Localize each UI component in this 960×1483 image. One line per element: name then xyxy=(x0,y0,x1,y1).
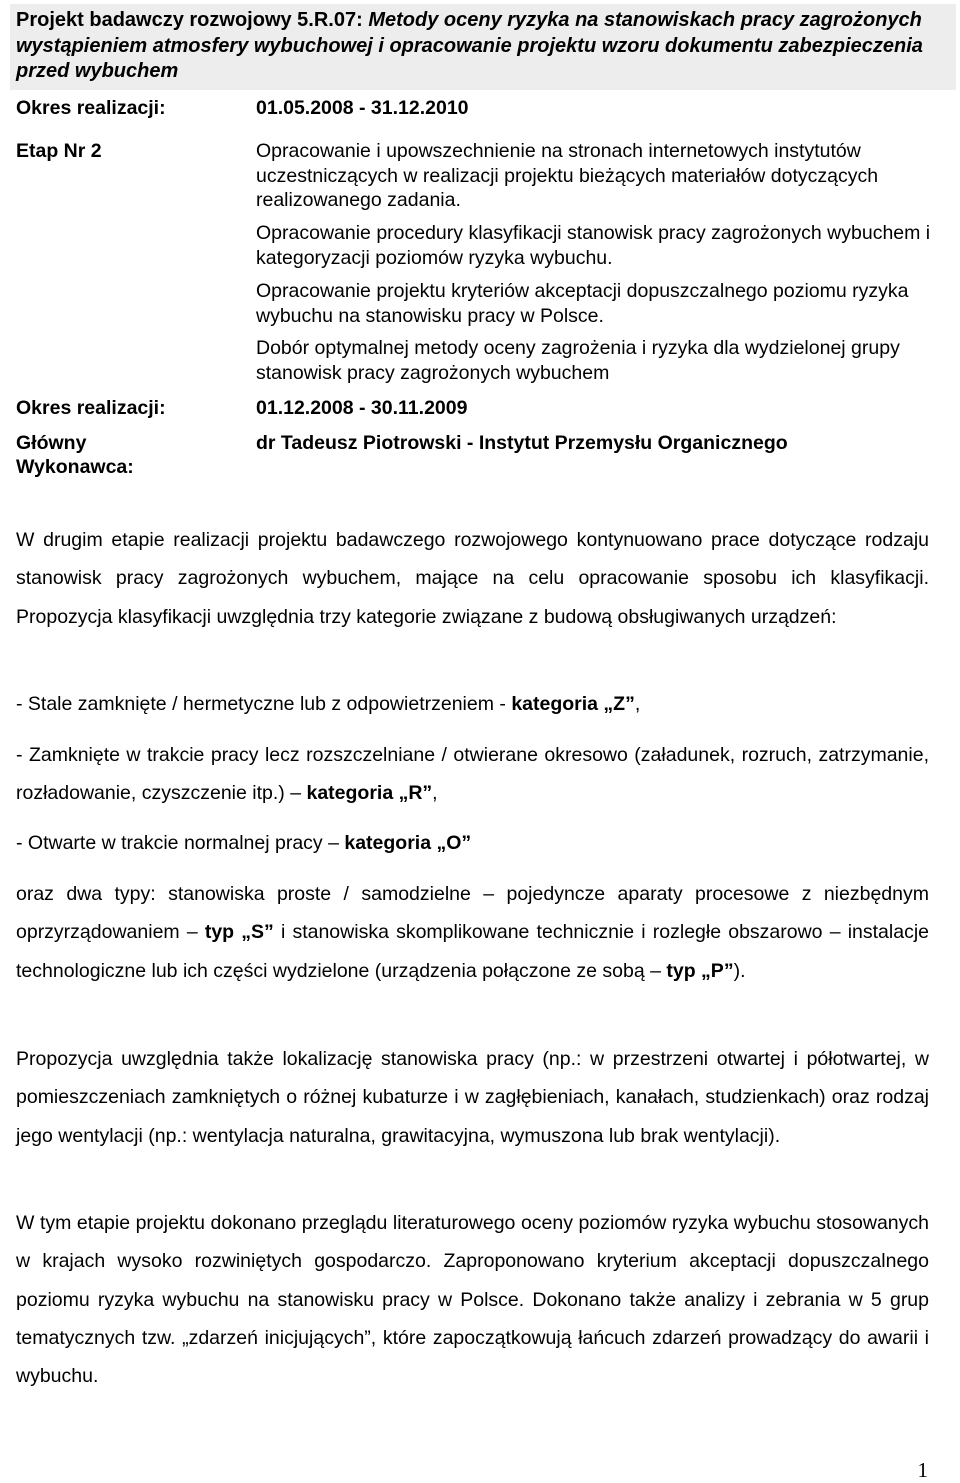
paragraph-location: Propozycja uwzględnia także lokalizację stanowiska pracy (np.: w przestrzeni otwartej i półotwartej, w pomieszczeniach zamkniętych o różnej kubaturze i w zagłębieniach, kanałach, studzienkach) oraz rodzaj jego wentylacji (np.: wentylacja naturalna, grawitacyjna, wymuszona lub brak wentylacji). xyxy=(16,1048,929,1147)
stage-task-3: Opracowanie projektu kryteriów akceptacji dopuszczalnego poziomu ryzyka wybuchu na stanowisku pracy w Polsce. xyxy=(256,280,909,327)
period2-label: Okres realizacji: xyxy=(16,397,166,419)
period2-value: 01.12.2008 - 30.11.2009 xyxy=(256,397,468,419)
contractor-value: dr Tadeusz Piotrowski - Instytut Przemysłu Organicznego xyxy=(256,432,788,454)
project-title: Projekt badawczy rozwojowy 5.R.07: Metody oceny ryzyka na stanowiskach pracy zagrożonych wystąpieniem atmosfery wybuchowej i opracowanie projektu wzoru dokumentu zabezpieczenia przed wybuchem xyxy=(16,9,923,82)
period1-row xyxy=(16,96,166,120)
stage-label: Etap Nr 2 xyxy=(16,140,102,162)
category-r: - Zamknięte w trakcie pracy lecz rozszczelniane / otwierane okresowo (załadunek, rozruch, zatrzymanie, rozładowanie, czyszczenie itp.) – kategoria „R”, xyxy=(16,744,929,805)
paragraph-review: W tym etapie projektu dokonano przeglądu literaturowego oceny poziomów ryzyka wybuchu stosowanych w krajach wysoko rozwiniętych gospodarczo. Zaproponowano kryterium akceptacji dopuszczalnego poziomu ryzyka wybuchu na stanowisku pracy w Polsce. Dokonano także analizy i zebrania w 5 grup tematycznych tzw. „zdarzeń inicjujących”, które zapoczątkowują łańcuch zdarzeń prowadzący do awarii i wybuchu. xyxy=(16,1212,929,1388)
page-number: 1 xyxy=(917,1458,928,1482)
category-o: - Otwarte w trakcie normalnej pracy – kategoria „O” xyxy=(16,832,472,854)
period1-label: Okres realizacji: xyxy=(16,97,166,119)
period1-value: 01.05.2008 - 31.12.2010 xyxy=(256,97,469,119)
contractor-label-line1: Główny xyxy=(16,432,87,454)
paragraph-intro: W drugim etapie realizacji projektu badawczego rozwojowego kontynuowano prace dotyczące rodzaju stanowisk pracy zagrożonych wybuchem, mające na celu opracowanie sposobu ich klasyfikacji. Propozycja klasyfikacji uwzględnia trzy kategorie związane z budową obsługiwanych urządzeń: xyxy=(16,529,929,628)
paragraph-types: oraz dwa typy: stanowiska proste / samodzielne – pojedyncze aparaty procesowe z niezbędnym oprzyrządowaniem – typ „S” i stanowiska skomplikowane technicznie i rozległe obszarowo – instalacje technologiczne lub ich części wydzielone (urządzenia połączone ze sobą – typ „P”). xyxy=(16,883,930,982)
stage-task-1: Opracowanie i upowszechnienie na stronach internetowych instytutów uczestniczących w realizacji projektu bieżących materiałów dotyczących realizowanego zadania. xyxy=(256,140,879,211)
contractor-label-line2: Wykonawca: xyxy=(16,456,134,478)
stage-task-2: Opracowanie procedury klasyfikacji stanowisk pracy zagrożonych wybuchem i kategoryzacji poziomów ryzyka wybuchu. xyxy=(256,222,931,269)
category-z: - Stale zamknięte / hermetyczne lub z odpowietrzeniem - kategoria „Z”, xyxy=(16,693,641,715)
stage-task-4: Dobór optymalnej metody oceny zagrożenia i ryzyka dla wydzielonej grupy stanowisk pracy zagrożonych wybuchem xyxy=(256,337,900,384)
